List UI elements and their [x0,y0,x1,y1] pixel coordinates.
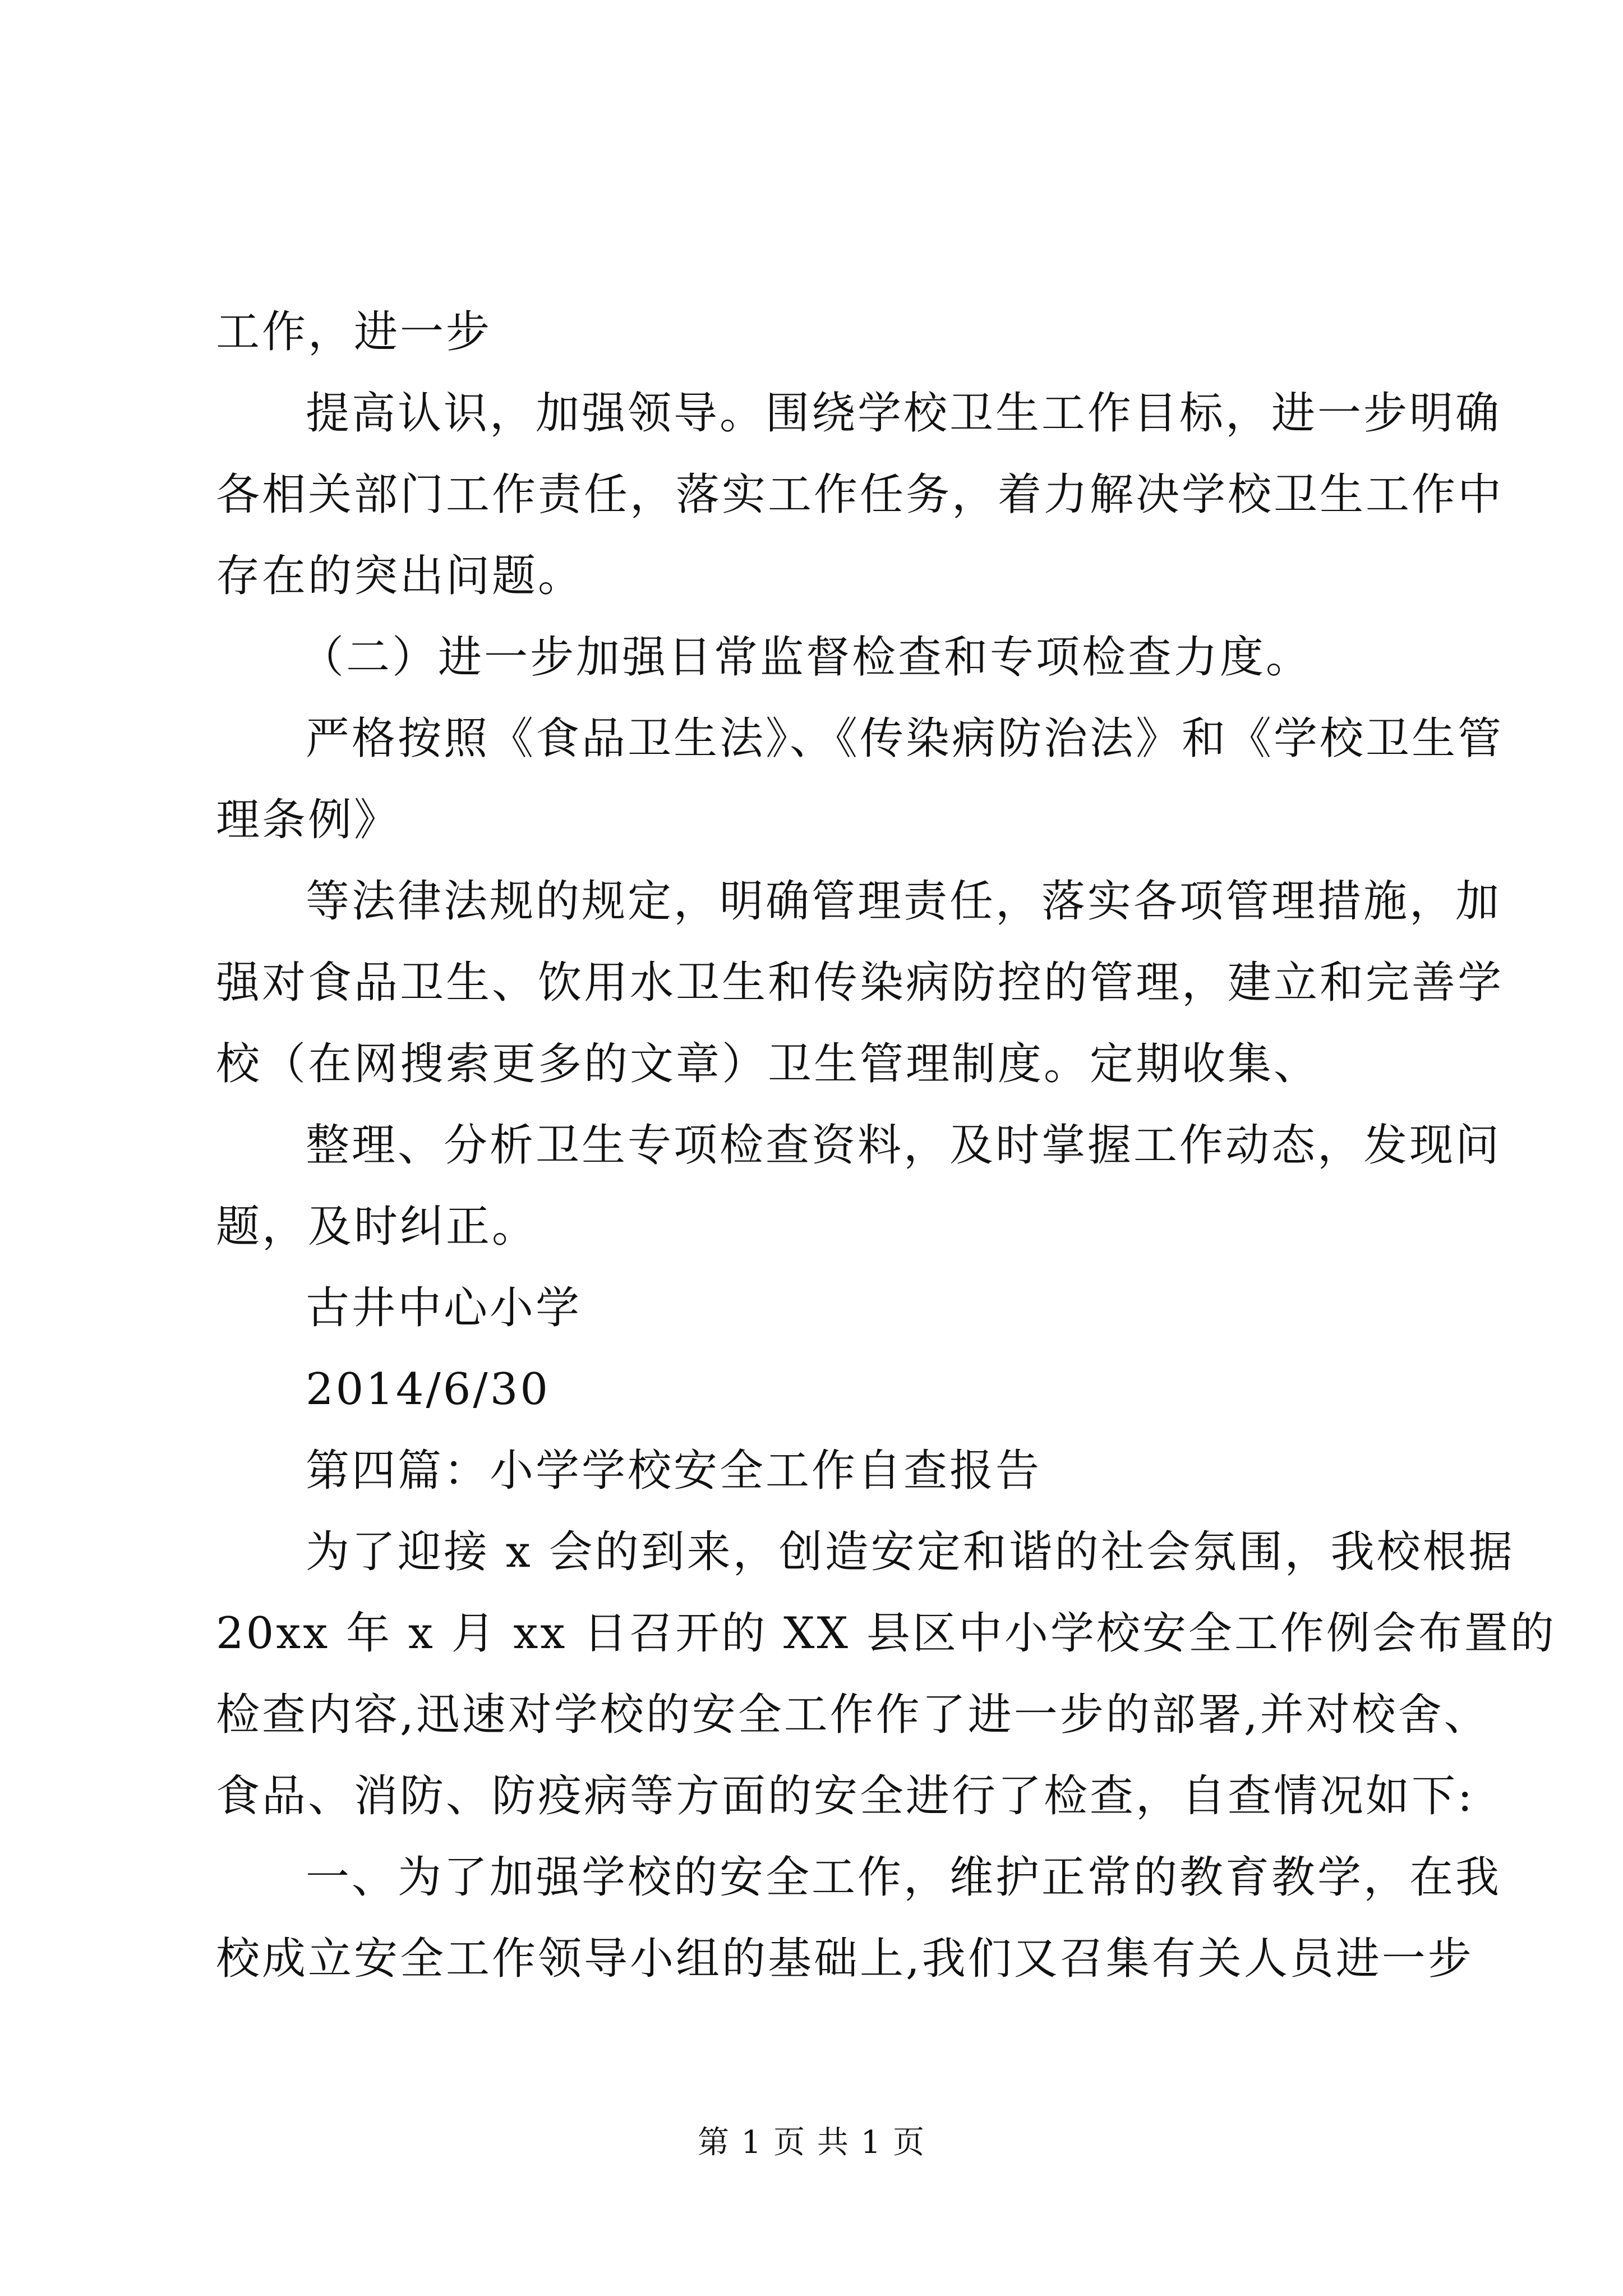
text-line: 理条例》 [216,795,400,845]
text-line: 一、为了加强学校的安全工作，维护正常的教育教学，在我 [306,1852,1502,1903]
text-line: 提高认识，加强领导。围绕学校卫生工作目标，进一步明确 [306,388,1502,439]
text-line: 强对食品卫生、饮用水卫生和传染病防控的管理，建立和完善学 [216,958,1504,1008]
text-line: 为了迎接 x 会的到来，创造安定和谐的社会氛围，我校根据 [306,1527,1515,1577]
text-line: 等法律法规的规定，明确管理责任，落实各项管理措施，加 [306,876,1502,927]
text-line: 食品、消防、防疫病等方面的安全进行了检查，自查情况如下: [216,1771,1475,1821]
text-line: 题，及时纠正。 [216,1202,538,1252]
text-line: 整理、分析卫生专项检查资料，及时掌握工作动态，发现问 [306,1120,1502,1171]
text-line: 存在的突出问题。 [216,551,584,601]
section-heading: （二）进一步加强日常监督检查和专项检查力度。 [300,632,1312,683]
text-line: 20xx 年 x 月 xx 日召开的 XX 县区中小学校安全工作例会布置的 [216,1608,1556,1659]
text-line: 校成立安全工作领导小组的基础上,我们又召集有关人员进一步 [216,1934,1474,1984]
text-line: 工作，进一步 [216,307,492,357]
text-line: 校（在网搜索更多的文章）卫生管理制度。定期收集、 [216,1039,1320,1089]
signature-date: 2014/6/30 [306,1364,550,1415]
chapter-title: 第四篇：小学学校安全工作自查报告 [306,1446,1042,1496]
signature-school: 古井中心小学 [306,1283,582,1333]
text-line: 各相关部门工作责任，落实工作任务，着力解决学校卫生工作中 [216,470,1504,520]
text-line: 严格按照《食品卫生法》、《传染病防治法》和《学校卫生管 [306,714,1504,764]
page-footer: 第 1 页 共 1 页 [697,2124,926,2161]
document-body [216,292,1556,2000]
text-line: 检查内容,迅速对学校的安全工作作了进一步的部署,并对校舍、 [216,1690,1490,1740]
